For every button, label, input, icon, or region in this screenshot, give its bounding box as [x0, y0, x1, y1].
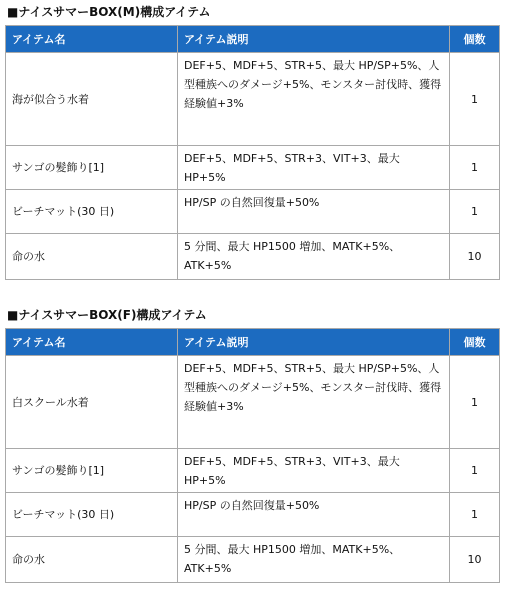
header-item-desc: アイテム説明: [178, 329, 450, 356]
table-row: [6, 537, 500, 583]
item-desc: DEF+5、MDF+5、STR+5、最大 HP/SP+5%、人型種族へのダメージ+5%、モンスター討伐時、獲得経験値+3%: [178, 356, 450, 449]
item-desc: 5 分間、最大 HP1500 増加、MATK+5%、ATK+5%: [178, 537, 450, 583]
item-qty: 1: [450, 449, 500, 493]
table-header-row: [6, 329, 500, 356]
item-name: サンゴの髪飾り[1]: [6, 449, 178, 493]
header-item-name: アイテム名: [6, 26, 178, 53]
section-box-m: [5, 4, 499, 280]
table-row: [6, 493, 500, 537]
item-desc: HP/SP の自然回復量+50%: [178, 190, 450, 234]
table-row: [6, 356, 500, 449]
header-item-name: アイテム名: [6, 329, 178, 356]
item-qty: 10: [450, 537, 500, 583]
item-desc: DEF+5、MDF+5、STR+3、VIT+3、最大 HP+5%: [178, 146, 450, 190]
items-table-box-f: [5, 328, 500, 583]
items-table-box-m: [5, 25, 500, 280]
section-title-box-m: ■ナイスサマーBOX(M)構成アイテム: [7, 5, 211, 19]
table-row: [6, 449, 500, 493]
item-qty: 1: [450, 493, 500, 537]
section-title-box-f: ■ナイスサマーBOX(F)構成アイテム: [7, 308, 207, 322]
item-desc: DEF+5、MDF+5、STR+3、VIT+3、最大 HP+5%: [178, 449, 450, 493]
item-name: 白スクール水着: [6, 356, 178, 449]
item-name: ビーチマット(30 日): [6, 190, 178, 234]
table-row: [6, 53, 500, 146]
item-name: サンゴの髪飾り[1]: [6, 146, 178, 190]
item-desc: 5 分間、最大 HP1500 増加、MATK+5%、ATK+5%: [178, 234, 450, 280]
header-item-qty: 個数: [450, 26, 500, 53]
table-row: [6, 234, 500, 280]
header-item-desc: アイテム説明: [178, 26, 450, 53]
section-box-f: [5, 307, 499, 583]
item-qty: 1: [450, 146, 500, 190]
table-row: [6, 190, 500, 234]
item-qty: 1: [450, 190, 500, 234]
table-row: [6, 146, 500, 190]
item-desc: DEF+5、MDF+5、STR+5、最大 HP/SP+5%、人型種族へのダメージ+5%、モンスター討伐時、獲得経験値+3%: [178, 53, 450, 146]
header-item-qty: 個数: [450, 329, 500, 356]
item-qty: 1: [450, 356, 500, 449]
item-name: ビーチマット(30 日): [6, 493, 178, 537]
table-header-row: [6, 26, 500, 53]
item-name: 命の水: [6, 537, 178, 583]
item-qty: 1: [450, 53, 500, 146]
item-name: 命の水: [6, 234, 178, 280]
item-qty: 10: [450, 234, 500, 280]
item-desc: HP/SP の自然回復量+50%: [178, 493, 450, 537]
item-name: 海が似合う水着: [6, 53, 178, 146]
